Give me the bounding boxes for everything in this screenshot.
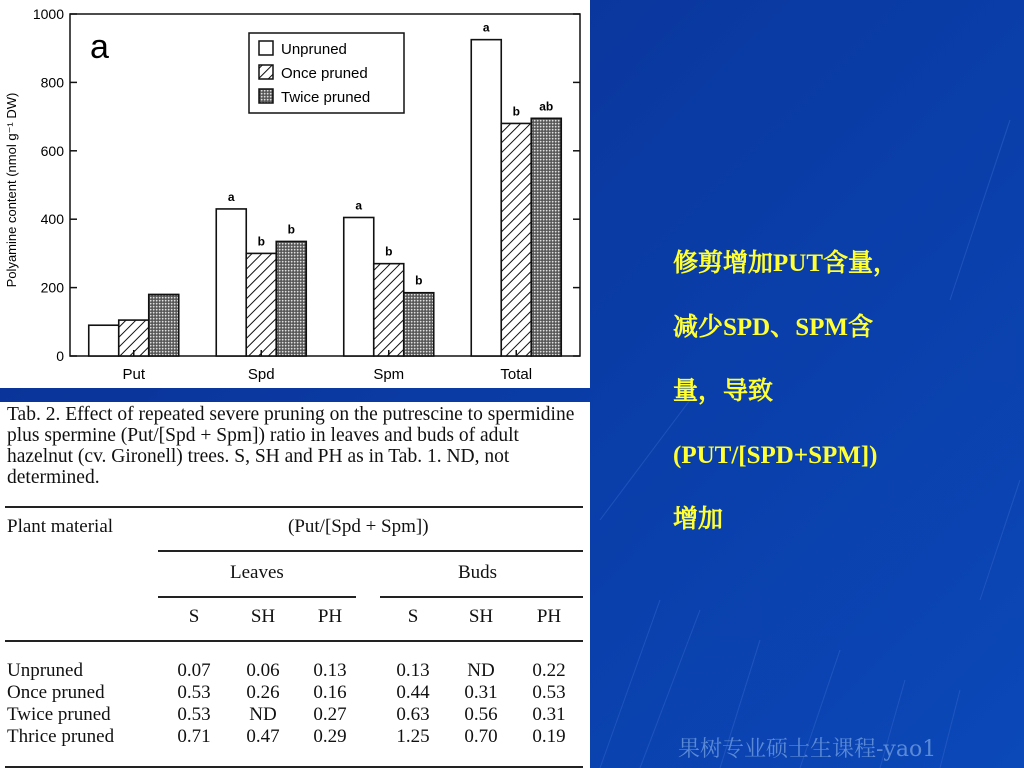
subcolumn-header: S bbox=[407, 606, 419, 627]
table-cell: 0.27 bbox=[313, 704, 347, 725]
bar-white bbox=[344, 217, 374, 356]
y-tick-label: 0 bbox=[56, 348, 64, 364]
subcolumn-header: S bbox=[188, 606, 200, 627]
subcolumn-header: PH bbox=[317, 606, 343, 627]
group-header-buds: Buds bbox=[458, 562, 498, 583]
row-header: Plant material bbox=[7, 516, 114, 537]
table-cell: 0.70 bbox=[464, 726, 498, 747]
table-cell: 0.06 bbox=[246, 660, 280, 681]
table-cell: 0.56 bbox=[464, 704, 498, 725]
bar-white bbox=[471, 40, 501, 356]
bar-significance-label: a bbox=[355, 198, 363, 213]
bar-hatched bbox=[374, 264, 404, 356]
summary-line: 量，导致 bbox=[673, 378, 774, 405]
summary-text bbox=[673, 232, 973, 552]
row-label: Unpruned bbox=[7, 660, 83, 681]
table-cell: 0.47 bbox=[246, 726, 280, 747]
table-cell: 0.31 bbox=[532, 704, 566, 725]
table-cell: 0.16 bbox=[313, 682, 347, 703]
table-panel bbox=[0, 402, 590, 768]
row-label: Once pruned bbox=[7, 682, 105, 703]
y-axis-label: Polyamine content (nmol g⁻¹ DW) bbox=[4, 92, 19, 288]
bar-significance-label: b bbox=[257, 234, 265, 249]
y-tick-label: 1000 bbox=[32, 6, 64, 22]
legend-swatch bbox=[259, 89, 273, 103]
table-cell: 1.25 bbox=[396, 726, 430, 747]
bar-significance-label: a bbox=[482, 20, 490, 35]
bar-significance-label: b bbox=[512, 104, 520, 119]
x-tick-label: Spm bbox=[373, 366, 405, 383]
panel-label: a bbox=[90, 28, 109, 66]
subcolumn-header: SH bbox=[250, 606, 276, 627]
table-cell: 0.53 bbox=[177, 704, 211, 725]
bar-hatched bbox=[501, 123, 531, 356]
table-cell: 0.31 bbox=[464, 682, 498, 703]
bar-significance-label: a bbox=[227, 189, 235, 204]
table-cell: 0.44 bbox=[396, 682, 430, 703]
legend-entry: Twice pruned bbox=[281, 89, 371, 106]
table-caption: Tab. 2. Effect of repeated severe pruning on the putrescine to spermidine plus spermine (Put/[Spd + Spm]) ratio in leaves and buds of adult hazelnut (cv. Gironell) trees. S, SH and PH as in Tab. 1. ND, not determined. bbox=[7, 404, 575, 488]
x-tick-label: Put bbox=[122, 366, 146, 383]
table-bottom-rule bbox=[5, 766, 583, 768]
polyamine-bar-chart bbox=[0, 0, 590, 388]
x-tick-label: Total bbox=[500, 366, 533, 383]
table-cell: 0.71 bbox=[177, 726, 211, 747]
ratio-header-rule bbox=[158, 550, 583, 552]
course-footer: 果树专业硕士生课程-yao1 bbox=[678, 737, 937, 762]
buds-group-rule bbox=[380, 596, 583, 598]
y-tick-label: 600 bbox=[40, 142, 64, 159]
summary-line: 修剪增加PUT含量， bbox=[673, 250, 899, 277]
table-cell: ND bbox=[467, 660, 495, 681]
group-header-leaves: Leaves bbox=[230, 562, 284, 583]
bar-significance-label: b bbox=[287, 222, 295, 237]
table-cell: ND bbox=[249, 704, 277, 725]
table-cell: 0.19 bbox=[532, 726, 566, 747]
table-cell: 0.26 bbox=[246, 682, 280, 703]
column-header-rule bbox=[5, 640, 583, 642]
row-label: Twice pruned bbox=[7, 704, 111, 725]
table-cell: 0.13 bbox=[396, 660, 430, 681]
y-tick-label: 800 bbox=[40, 74, 64, 91]
bar-dotted bbox=[531, 118, 561, 356]
bar-hatched bbox=[246, 253, 276, 356]
y-tick-label: 400 bbox=[40, 211, 64, 228]
bar-white bbox=[89, 325, 119, 356]
bar-dotted bbox=[404, 293, 434, 356]
bar-significance-label: ab bbox=[539, 99, 554, 114]
table-cell: 0.29 bbox=[313, 726, 347, 747]
legend-swatch bbox=[259, 65, 273, 79]
row-label: Thrice pruned bbox=[7, 726, 115, 747]
legend-entry: Once pruned bbox=[281, 65, 368, 82]
leaves-group-rule bbox=[158, 596, 356, 598]
table-cell: 0.22 bbox=[532, 660, 566, 681]
subcolumn-header: PH bbox=[536, 606, 562, 627]
table-cell: 0.53 bbox=[532, 682, 566, 703]
bar-dotted bbox=[149, 294, 179, 356]
ratio-header: (Put/[Spd + Spm]) bbox=[288, 516, 429, 537]
legend-swatch bbox=[259, 41, 273, 55]
legend-entry: Unpruned bbox=[281, 41, 347, 58]
bar-significance-label: b bbox=[415, 273, 423, 288]
table-cell: 0.07 bbox=[177, 660, 211, 681]
table-cell: 0.53 bbox=[177, 682, 211, 703]
subcolumn-header: SH bbox=[468, 606, 494, 627]
table-top-rule bbox=[5, 506, 583, 508]
summary-line: 减少SPD、SPM含 bbox=[673, 314, 874, 341]
bar-chart-panel bbox=[0, 0, 590, 388]
y-tick-label: 200 bbox=[40, 279, 64, 296]
table-cell: 0.13 bbox=[313, 660, 347, 681]
bar-white bbox=[216, 209, 246, 356]
x-tick-label: Spd bbox=[247, 366, 275, 383]
summary-line: 增加 bbox=[673, 506, 724, 533]
summary-line: (PUT/[SPD+SPM]) bbox=[673, 442, 878, 469]
table-cell: 0.63 bbox=[396, 704, 430, 725]
bar-significance-label: b bbox=[385, 244, 393, 259]
bar-dotted bbox=[276, 241, 306, 356]
